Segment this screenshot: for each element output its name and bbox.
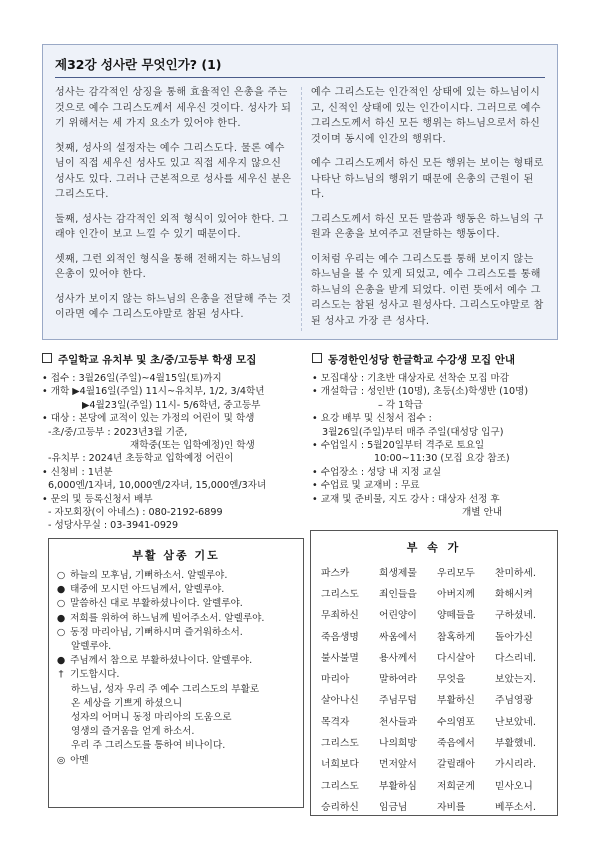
notice-line: • 대상 : 본당에 교적이 있는 가정의 어린이 및 학생	[42, 413, 255, 425]
prayer-line: 우리 주 그리스도를 통하여 비나이다.	[71, 740, 226, 752]
lesson-paragraph: 그리스도께서 하신 모든 말씀과 행동은 하느님의 구원과 은총을 보여주고 전달하는 행동이다.	[311, 213, 544, 240]
korean-school-notice	[312, 352, 562, 519]
lesson-paragraph: 성사는 감각적인 상징을 통해 효율적인 은총을 주는 것으로 예수 그리스도께서 세우신 것이다. 성사가 되기 위해서는 세 가지 요소가 있어야 한다.	[55, 87, 292, 129]
notice-line: 재학중(또는 입학예정)인 학생	[130, 440, 255, 452]
hymn-cell: 싸움에서	[379, 631, 417, 643]
notice-line: • 요강 배부 및 신청서 접수 :	[312, 413, 432, 425]
hymn-cell: 갈릴래아	[437, 759, 475, 771]
hymn-cell: 난보았네.	[495, 716, 536, 728]
lesson-paragraph: 성사가 보이지 않는 하느님의 은총을 전달해 주는 것이라면 예수 그리스도야말로 참된 성사다.	[55, 293, 292, 320]
notice-line: • 수업료 및 교재비 : 무료	[312, 480, 420, 492]
notice-line: -유치부 : 2024년 초등학교 입학예정 어린이	[48, 453, 234, 465]
korean-school-title: 동경한인성당 한글학교 수강생 모집 안내	[312, 352, 562, 367]
hymn-row	[319, 710, 551, 731]
notice-line: - 자모회장(이 아네스) : 080-2192-6899	[48, 507, 223, 519]
hymn-cell: 양떼들을	[437, 610, 475, 622]
hymn-cell: 다스리네.	[495, 652, 536, 664]
prayer-line: ◎ 아멘	[55, 754, 301, 768]
hymn-cell: 먼저앞서	[379, 759, 417, 771]
hymn-cell: 찬미하세.	[495, 567, 536, 579]
sunday-school-notice	[42, 352, 306, 533]
prayer-line: 영생의 즐거움을 얻게 하소서.	[71, 726, 195, 738]
hymn-cell: 희생제물	[379, 567, 417, 579]
prayer-line: ● 주님께서 참으로 부활하셨나이다. 알렐루야.	[55, 654, 301, 668]
filled-circle-marker-icon: ●	[56, 612, 66, 624]
lesson-paragraph: 둘째, 성사는 감각적인 외적 형식이 있어야 한다. 그래야 인간이 보고 느낄 수 있기 때문이다.	[55, 213, 289, 240]
notice-line: 개별 안내	[462, 507, 503, 519]
lesson-title: 제32강 성사란 무엇인가? (1)	[55, 57, 222, 72]
double-circle-marker-icon: ◎	[56, 754, 66, 766]
prayer-line: ● 태중에 모시던 아드님께서, 알렐루야.	[55, 583, 301, 597]
title-underline	[55, 77, 545, 78]
hymn-cell: 그리스도	[321, 588, 359, 600]
notice-line: • 개설학급 : 성인반 (10명), 초등(소)학생반 (10명)	[312, 386, 529, 398]
lesson-paragraph: 예수 그리스도께서 하신 모든 행위는 보이는 형태로 나타난 하느님의 행위기 때문에 은총의 근원이 된다.	[311, 158, 544, 200]
hymn-cell: 돌아가신	[495, 631, 533, 643]
prayer-box	[48, 538, 304, 808]
hymn-box	[310, 530, 558, 816]
sunday-school-details	[42, 372, 306, 533]
hymn-cell: 무엇을	[437, 674, 466, 686]
hymn-cell: 아버지께	[437, 588, 475, 600]
hymn-cell: 살아나신	[321, 695, 359, 707]
column-divider	[301, 87, 302, 331]
hymn-cell: 어린양이	[379, 610, 417, 622]
circle-marker-icon: ○	[56, 598, 66, 610]
korean-school-details	[312, 372, 562, 519]
hymn-cell: 임금님	[379, 801, 408, 813]
hymn-cell: 나의희망	[379, 738, 417, 750]
prayer-line: ○ 하늘의 모후님, 기뻐하소서. 알렐루야.	[55, 569, 301, 583]
notice-line: • 수업일시 : 5월20일부터 격주로 토요일	[312, 440, 485, 452]
hymn-cell: 승리하신	[321, 801, 359, 813]
hymn-cell: 다시살아	[437, 652, 475, 664]
notice-line: • 문의 및 등록신청서 배부	[42, 493, 153, 505]
hymn-cell: 믿사오니	[495, 780, 533, 792]
hymn-cell: 죽음생명	[321, 631, 359, 643]
hymn-cell: 자비를	[437, 801, 466, 813]
hymn-title: 부 속 가	[406, 541, 462, 554]
hymn-cell: 파스카	[321, 567, 350, 579]
hymn-cell: 구하셨네.	[495, 610, 536, 622]
notice-line: -초/중/고등부 : 2023년3월 기준,	[48, 426, 188, 438]
lesson-paragraph: 예수 그리스도는 인간적인 상태에 있는 하느님이시고, 신적인 상태에 있는 인간이시다. 그러므로 예수 그리스도께서 하신 모든 행위는 하느님으로서 하신 것이며 동시에 인간의 행위다.	[311, 87, 541, 145]
hymn-cell: 주님무덤	[379, 695, 417, 707]
filled-circle-marker-icon: ●	[56, 584, 66, 596]
hymn-cell: 불사불멸	[321, 652, 359, 664]
notice-line: – 각 1학급	[378, 399, 423, 411]
notice-line: • 수업장소 : 성당 내 지정 교실	[312, 466, 442, 478]
filled-circle-marker-icon: ●	[56, 655, 66, 667]
prayer-line: 알렐루야.	[71, 641, 112, 653]
lesson-left-column	[55, 85, 293, 332]
hymn-cell: 말하여라	[379, 674, 417, 686]
hymn-row	[319, 561, 551, 582]
hymn-cell: 수의염포	[437, 716, 475, 728]
hymn-cell: 보았는지.	[495, 674, 536, 686]
hymn-cell: 화해시켜	[495, 588, 533, 600]
square-bullet-icon	[42, 353, 52, 363]
notice-line: • 개학 ▶4월16일(주일) 11시~유치부, 1/2, 3/4학년	[42, 386, 265, 398]
hymn-row	[319, 731, 551, 752]
notice-line: 6,000엔/1자녀, 10,000엔/2자녀, 15,000엔/3자녀	[48, 480, 267, 492]
notice-line: - 성당사무실 : 03-3941-0929	[48, 520, 179, 532]
prayer-line: 하느님, 성자 우리 주 예수 그리스도의 부활로	[71, 683, 260, 695]
lesson-right-column	[311, 85, 547, 338]
hymn-cell: 죽음에서	[437, 738, 475, 750]
hymn-cell: 주님영광	[495, 695, 533, 707]
lesson-panel	[42, 44, 558, 340]
square-bullet-icon	[312, 353, 322, 363]
hymn-cell: 가시리라.	[495, 759, 536, 771]
hymn-cell: 마리아	[321, 674, 350, 686]
notice-line: • 접수 : 3월26일(주일)~4월15일(토)까지	[42, 373, 222, 384]
hymn-cell: 죄인들을	[379, 588, 417, 600]
hymn-cell: 무죄하신	[321, 610, 359, 622]
hymn-row	[319, 646, 551, 667]
hymn-row	[319, 795, 551, 816]
hymn-row	[319, 689, 551, 710]
notice-line: 3월26일(주일)부터 매주 주일(대성당 입구)	[322, 426, 504, 438]
hymn-row	[319, 667, 551, 688]
hymn-cell: 부활했네.	[495, 738, 536, 750]
hymn-cell: 목격자	[321, 716, 350, 728]
hymn-cell: 참혹하게	[437, 631, 475, 643]
notice-line: • 신청비 : 1년분	[42, 466, 113, 478]
notice-line: • 모집대상 : 기초반 대상자로 선착순 모집 마감	[312, 373, 510, 384]
prayer-title: 부활 삼종 기도	[132, 549, 220, 562]
hymn-cell: 부활하신	[437, 695, 475, 707]
hymn-cell: 용사께서	[379, 652, 417, 664]
prayer-line: ○ 말씀하신 대로 부활하셨나이다. 알렐루야.	[55, 597, 301, 611]
hymn-cell: 그리스도	[321, 780, 359, 792]
hymn-row	[319, 625, 551, 646]
notice-line: ▶4월23일(주일) 11시- 5/6학년, 중고등부	[82, 399, 261, 411]
hymn-row	[319, 774, 551, 795]
lesson-paragraph: 셋째, 그런 외적인 형식을 통해 전해지는 하느님의 은총이 있어야 한다.	[55, 253, 282, 280]
prayer-line: 성자의 어머니 동정 마리아의 도움으로	[71, 712, 232, 724]
sunday-school-title: 주일학교 유치부 및 초/중/고등부 학생 모집	[42, 352, 306, 367]
circle-marker-icon: ○	[56, 570, 66, 581]
prayer-line: ● 저희를 위하여 하느님께 빌어주소서. 알렐루야.	[55, 612, 301, 626]
hymn-row	[319, 604, 551, 625]
hymn-cell: 그리스도	[321, 738, 359, 750]
prayer-lines	[55, 569, 301, 768]
prayer-line: † 기도합시다.	[55, 668, 301, 682]
hymn-cell: 천사들과	[379, 716, 417, 728]
hymn-row	[319, 753, 551, 774]
hymn-cell: 부활하심	[379, 780, 417, 792]
hymn-cell: 너희보다	[321, 759, 359, 771]
prayer-line: 온 세상을 기쁘게 하셨으니	[71, 697, 183, 709]
circle-marker-icon: ○	[56, 626, 66, 638]
hymn-row	[319, 582, 551, 603]
notice-line: • 교재 및 준비물, 지도 강사 : 대상자 선정 후	[312, 493, 500, 505]
lesson-paragraph: 이처럼 우리는 예수 그리스도를 통해 보이지 않는 하느님을 볼 수 있게 되었고, 예수 그리스도를 통해 하느님의 은총을 받게 되었다. 이런 뜻에서 예수 그리스도는 참된 성사고 원성사다. 그리스도야말로 참된 성사고 가장 큰 성사다.	[311, 253, 544, 327]
hymn-cell: 우리모두	[437, 567, 475, 579]
hymn-cell: 베푸소서.	[495, 801, 536, 813]
notice-line: 10:00~11:30 (모집 요강 참조)	[374, 453, 510, 465]
hymn-cell: 저희굳게	[437, 780, 475, 792]
lesson-paragraph: 첫째, 성사의 설정자는 예수 그리스도다. 물론 예수님이 직접 세우신 성사도 있고 직접 세우지 않으신 성사도 있다. 그러나 근본적으로 성사를 세우신 분은 그리스도다.	[55, 142, 292, 200]
prayer-line: ○ 동정 마리아님, 기뻐하시며 즐거워하소서.	[55, 626, 301, 640]
cross-icon: †	[58, 669, 64, 681]
hymn-table	[319, 561, 551, 817]
